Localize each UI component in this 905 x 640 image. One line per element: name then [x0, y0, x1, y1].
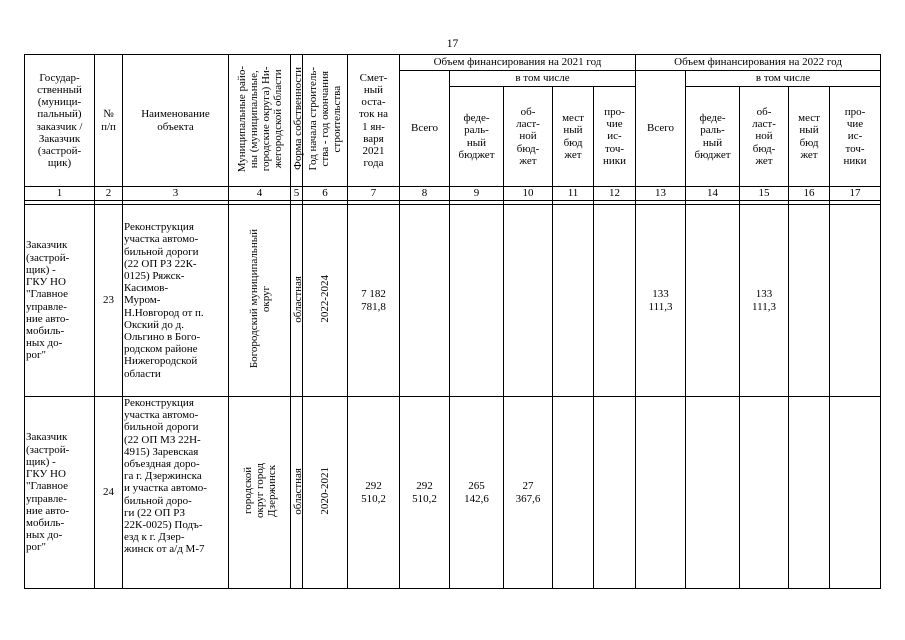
header-district: Муниципальные райо- ны (муниципальные, городские округа) Ни- жегородской области: [229, 55, 291, 187]
row-num: 24: [95, 397, 123, 589]
column-number: 3: [123, 187, 229, 201]
header-fin-2021: Объем финансирования на 2021 год: [400, 55, 636, 71]
column-number: 16: [789, 187, 830, 201]
column-number: 11: [553, 187, 594, 201]
row-local-2021: [553, 205, 594, 397]
row-other-2021: [594, 205, 636, 397]
header-regional-2022: об- ласт- ной бюд- жет: [740, 87, 789, 187]
column-number: 15: [740, 187, 789, 201]
row-total-2021: 292 510,2: [400, 397, 450, 589]
column-number: 14: [686, 187, 740, 201]
column-number: 1: [25, 187, 95, 201]
row-total-2022: [636, 397, 686, 589]
table-row: [25, 205, 881, 397]
column-number: 9: [450, 187, 504, 201]
column-number: 2: [95, 187, 123, 201]
row-regional-2022: [740, 397, 789, 589]
header-local-2021: мест ный бюд жет: [553, 87, 594, 187]
column-number-row: [25, 187, 881, 201]
row-federal-2022: [686, 397, 740, 589]
header-other-2022: про- чие ис- точ- ники: [830, 87, 881, 187]
financing-table: [24, 54, 881, 589]
row-total-2022: 133 111,3: [636, 205, 686, 397]
header-total-2022: Всего: [636, 71, 686, 187]
row-object-name: Реконструкция участка автомо- бильной дороги (22 ОП РЗ 22К- 0125) Ряжск- Касимов- Муром- Н.Новгород от п. Окский до д. Ольгино в Бого- родском районе Нижегородской области: [123, 205, 229, 397]
column-number: 5: [291, 187, 303, 201]
header-regional-2021: об- ласт- ной бюд- жет: [504, 87, 553, 187]
header-other-2021: про- чие ис- точ- ники: [594, 87, 636, 187]
table-row: [25, 397, 881, 589]
row-local-2021: [553, 397, 594, 589]
header-customer: Государ- ственный (муници- пальный) заказчик / Заказчик (застрой- щик): [25, 55, 95, 187]
row-regional-2021: 27 367,6: [504, 397, 553, 589]
row-federal-2021: [450, 205, 504, 397]
row-district: Богородский муниципальный округ: [229, 205, 291, 397]
column-number: 8: [400, 187, 450, 201]
header-name: Наименование объекта: [123, 55, 229, 187]
page-number: 17: [446, 38, 459, 50]
row-estimate: 7 182 781,8: [348, 205, 400, 397]
row-regional-2021: [504, 205, 553, 397]
row-regional-2022: 133 111,3: [740, 205, 789, 397]
row-federal-2021: 265 142,6: [450, 397, 504, 589]
row-ownership: областная: [291, 397, 303, 589]
header-incl-2022: в том числе: [686, 71, 881, 87]
row-total-2021: [400, 205, 450, 397]
header-years: Год начала строитель- ства - год окончания строительства: [303, 55, 348, 187]
column-number: 17: [830, 187, 881, 201]
header-local-2022: мест ный бюд жет: [789, 87, 830, 187]
column-number: 7: [348, 187, 400, 201]
row-federal-2022: [686, 205, 740, 397]
header-federal-2021: феде- раль- ный бюджет: [450, 87, 504, 187]
row-local-2022: [789, 397, 830, 589]
row-other-2021: [594, 397, 636, 589]
column-number: 10: [504, 187, 553, 201]
row-ownership: областная: [291, 205, 303, 397]
row-customer: Заказчик (застрой- щик) - ГКУ НО "Главное управле- ние авто- мобиль- ных до- рог": [25, 205, 95, 397]
row-customer: Заказчик (застрой- щик) - ГКУ НО "Главное управле- ние авто- мобиль- ных до- рог": [25, 397, 95, 589]
row-other-2022: [830, 205, 881, 397]
header-incl-2021: в том числе: [450, 71, 636, 87]
header-total-2021: Всего: [400, 71, 450, 187]
header-federal-2022: феде- раль- ный бюджет: [686, 87, 740, 187]
row-num: 23: [95, 205, 123, 397]
row-object-name: Реконструкция участка автомо- бильной дороги (22 ОП МЗ 22Н- 4915) Заревская объездная доро- га г. Дзержинска и участка автомо- бильной доро- ги (22 ОП РЗ 22К-0025) Подъ- езд к г. Дзер- жинск от а/д М-7: [123, 397, 229, 589]
column-number: 13: [636, 187, 686, 201]
column-number: 12: [594, 187, 636, 201]
column-number: 4: [229, 187, 291, 201]
row-local-2022: [789, 205, 830, 397]
header-estimate: Смет- ный оста- ток на 1 ян- варя 2021 года: [348, 55, 400, 187]
row-years: 2022-2024: [303, 205, 348, 397]
row-estimate: 292 510,2: [348, 397, 400, 589]
row-district: городской округ город Дзержинск: [229, 397, 291, 589]
header-ownership: Форма собственности: [291, 55, 303, 187]
header-fin-2022: Объем финансирования на 2022 год: [636, 55, 881, 71]
header-num: № п/п: [95, 55, 123, 187]
row-other-2022: [830, 397, 881, 589]
row-years: 2020-2021: [303, 397, 348, 589]
column-number: 6: [303, 187, 348, 201]
